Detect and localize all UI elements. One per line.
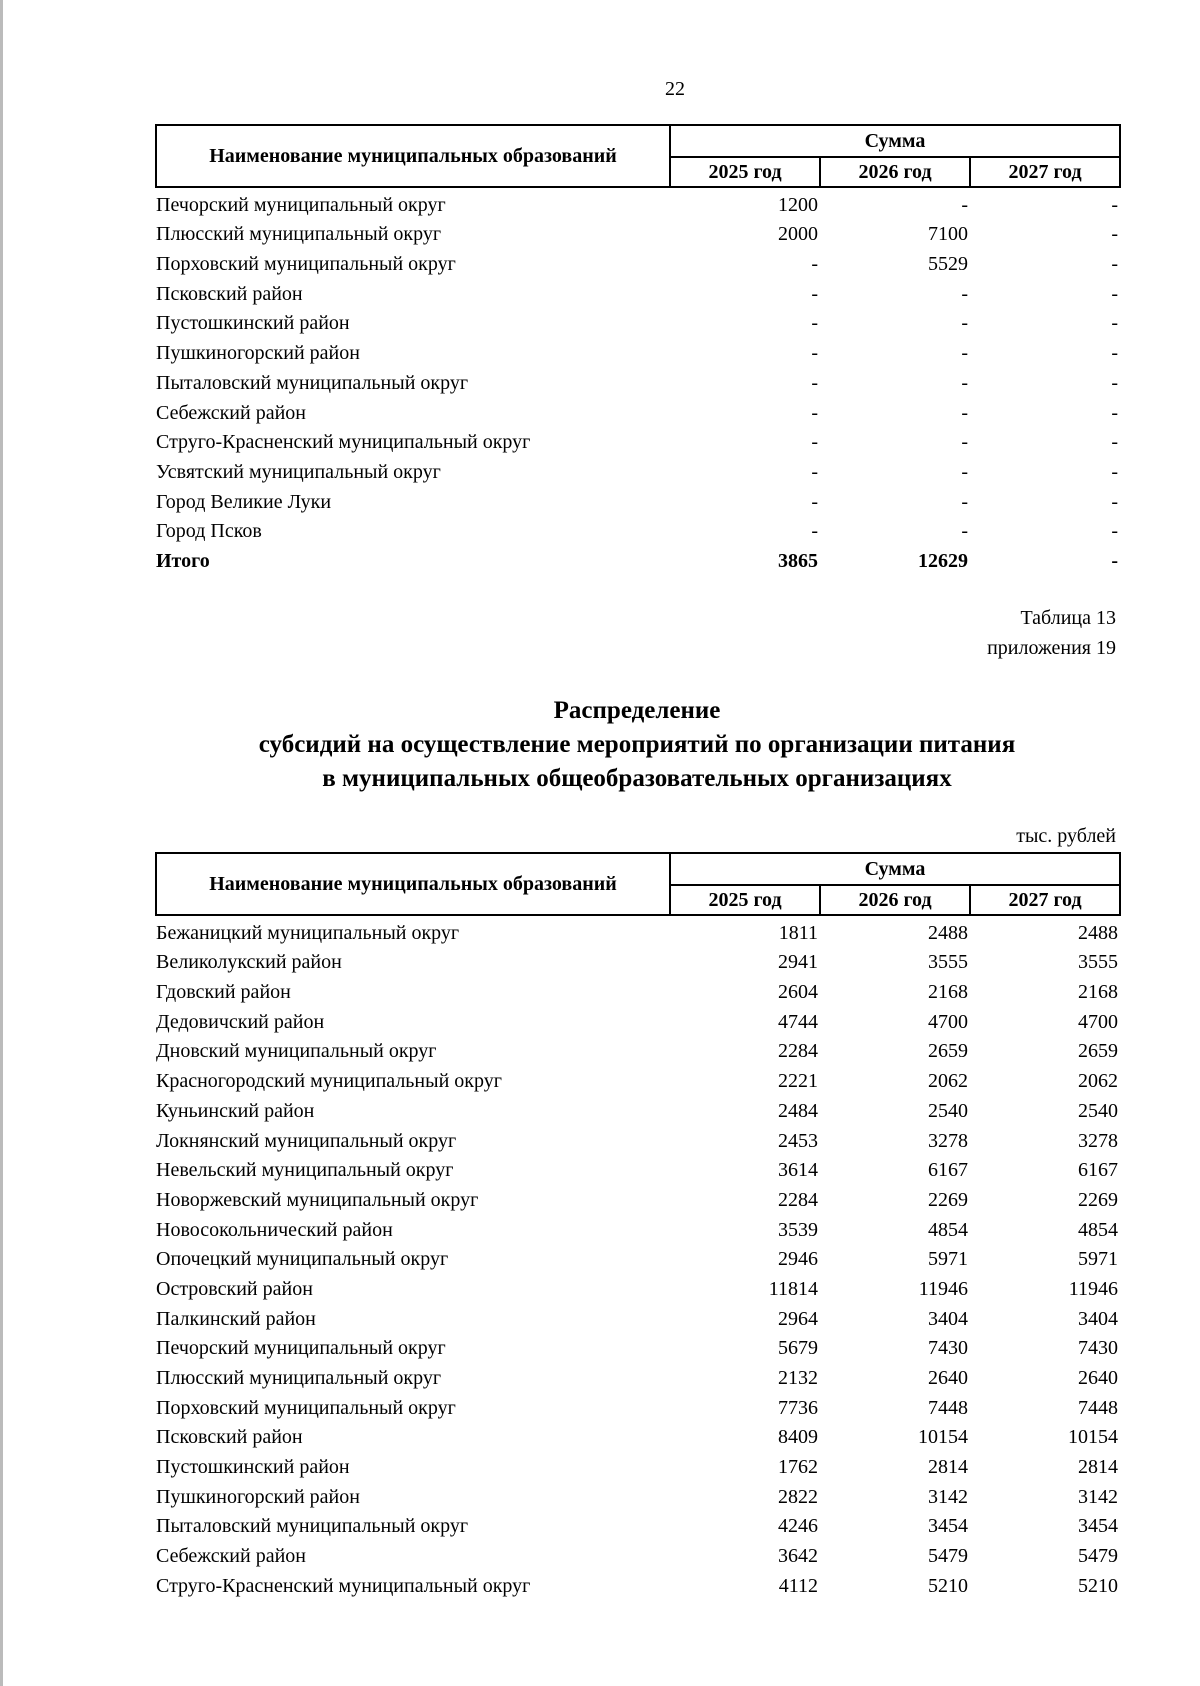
- value-2027: -: [1111, 342, 1119, 365]
- table-row: [156, 1183, 1120, 1213]
- value-2027: 5210: [1078, 1574, 1119, 1597]
- row-name: Локнянский муниципальный округ: [156, 1129, 457, 1152]
- table-row: [156, 1510, 1120, 1540]
- table-2-header-name: Наименование муниципальных образований: [156, 853, 670, 915]
- value-2025: 8409: [778, 1426, 818, 1449]
- value-2027: -: [1111, 401, 1119, 424]
- value-2025: 2941: [778, 951, 818, 974]
- row-name: Пыталовский муниципальный округ: [156, 1515, 469, 1538]
- value-2027: 7430: [1078, 1337, 1119, 1360]
- table-row: [156, 1391, 1120, 1421]
- value-2027: 3404: [1078, 1307, 1119, 1330]
- value-2026: 7430: [928, 1337, 968, 1360]
- table-1-body: [156, 187, 1120, 574]
- value-2025: 7736: [778, 1396, 818, 1419]
- value-2027: 7448: [1078, 1396, 1119, 1419]
- row-name: Плюсский муниципальный округ: [156, 223, 442, 246]
- value-2025: 3539: [778, 1218, 818, 1241]
- value-2027: 2269: [1078, 1188, 1119, 1211]
- value-2027: 2640: [1078, 1367, 1119, 1389]
- table-2-header: [156, 853, 1120, 915]
- value-2027: 11946: [1068, 1277, 1119, 1300]
- table-1-header-2025: 2025 год: [670, 157, 820, 187]
- value-2026: 2814: [928, 1456, 968, 1479]
- value-2025: 3865: [778, 549, 818, 572]
- value-2025: 4112: [778, 1574, 818, 1597]
- value-2026: -: [961, 460, 968, 483]
- row-name: Себежский район: [156, 1545, 306, 1568]
- table-row: [156, 218, 1120, 248]
- row-name: Бежаницкий муниципальный округ: [156, 921, 460, 944]
- value-2025: 2946: [778, 1248, 818, 1271]
- row-name: Пустошкинский район: [156, 1456, 350, 1479]
- value-2025: -: [811, 460, 818, 483]
- row-name: Псковский район: [156, 282, 303, 305]
- row-name: Порховский муниципальный округ: [156, 1396, 456, 1419]
- total-row: [156, 544, 1120, 574]
- value-2025: -: [811, 342, 818, 365]
- value-2027: 2814: [1078, 1456, 1119, 1479]
- table-row: [156, 187, 1120, 218]
- value-2026: -: [961, 401, 968, 424]
- row-name: Псковский район: [156, 1426, 303, 1449]
- row-name: Новосокольнический район: [156, 1218, 393, 1241]
- value-2026: 4854: [928, 1218, 968, 1241]
- value-2025: 5679: [778, 1337, 818, 1360]
- table-2-header-2025: 2025 год: [670, 885, 820, 915]
- table-row: [156, 1569, 1120, 1599]
- value-2025: 2604: [778, 981, 818, 1004]
- value-2027: 3278: [1078, 1129, 1119, 1152]
- value-2027: 2168: [1078, 981, 1119, 1004]
- table-row: [156, 455, 1120, 485]
- value-2025: -: [811, 253, 818, 276]
- table-row: [156, 1213, 1120, 1243]
- value-2027: 4700: [1078, 1010, 1119, 1033]
- row-name: Дедовичский район: [156, 1010, 325, 1033]
- value-2025: -: [811, 431, 818, 454]
- value-2027: -: [1111, 460, 1119, 483]
- value-2026: 11946: [918, 1277, 968, 1300]
- value-2026: 2269: [928, 1188, 968, 1211]
- value-2027: -: [1111, 312, 1119, 335]
- value-2027: 2488: [1078, 921, 1119, 944]
- value-2027: -: [1111, 282, 1119, 305]
- value-2025: 1762: [778, 1456, 818, 1479]
- value-2027: -: [1111, 490, 1119, 513]
- table-row: [156, 1094, 1120, 1124]
- scan-edge: [0, 0, 3, 1686]
- value-2027: -: [1111, 549, 1119, 572]
- row-name: Пушкиногорский район: [156, 1485, 360, 1508]
- row-name: Усвятский муниципальный округ: [156, 460, 441, 483]
- row-name: Невельский муниципальный округ: [156, 1159, 454, 1182]
- value-2025: 2822: [778, 1485, 818, 1508]
- table-row: [156, 1450, 1120, 1480]
- value-2025: 2000: [778, 223, 818, 246]
- value-2026: -: [961, 342, 968, 365]
- value-2025: 2484: [778, 1099, 818, 1122]
- value-2026: 6167: [928, 1159, 968, 1182]
- value-2027: -: [1111, 371, 1119, 394]
- value-2025: 2284: [778, 1040, 818, 1063]
- value-2025: 4744: [778, 1010, 818, 1033]
- row-name: Палкинский район: [156, 1307, 316, 1330]
- row-name: Опочецкий муниципальный округ: [156, 1248, 449, 1271]
- value-2026: -: [961, 282, 968, 305]
- value-2026: 2640: [928, 1367, 968, 1389]
- row-name: Гдовский район: [156, 981, 291, 1004]
- value-2027: 5971: [1078, 1248, 1119, 1271]
- value-2025: 2453: [778, 1129, 818, 1152]
- value-2027: 5479: [1078, 1545, 1119, 1568]
- value-2027: 6167: [1078, 1159, 1119, 1182]
- value-2026: 2062: [928, 1070, 968, 1093]
- value-2026: -: [961, 520, 968, 543]
- table-2-header-sum: Сумма: [670, 853, 1120, 885]
- value-2025: 3642: [778, 1545, 818, 1568]
- value-2026: -: [961, 490, 968, 513]
- value-2026: -: [961, 193, 968, 216]
- row-name: Итого: [156, 549, 210, 572]
- table-row: [156, 915, 1120, 946]
- row-name: Порховский муниципальный округ: [156, 253, 456, 276]
- table-number-label: Таблица 13: [1020, 607, 1116, 629]
- value-2026: 7100: [928, 223, 968, 246]
- table-1-header-sum: Сумма: [670, 125, 1120, 157]
- value-2026: -: [961, 371, 968, 394]
- table-1-header-2027: 2027 год: [970, 157, 1120, 187]
- row-name: Город Псков: [156, 520, 262, 543]
- table-2-body: [156, 915, 1120, 1599]
- value-2025: -: [811, 371, 818, 394]
- table-row: [156, 1421, 1120, 1451]
- value-2026: 2659: [928, 1040, 968, 1063]
- table-1-header: [156, 125, 1120, 187]
- table-1-header-2026: 2026 год: [820, 157, 970, 187]
- value-2026: 5971: [928, 1248, 968, 1271]
- value-2027: -: [1111, 520, 1119, 543]
- row-name: Печорский муниципальный округ: [156, 193, 446, 216]
- table-2: [155, 852, 1121, 1599]
- row-name: Пушкиногорский район: [156, 342, 360, 365]
- row-name: Великолукский район: [156, 951, 342, 974]
- document-title: [155, 694, 1119, 796]
- appendix-label: приложения 19: [987, 637, 1116, 659]
- table-row: [156, 975, 1120, 1005]
- value-2025: 2964: [778, 1307, 818, 1330]
- table-row: [156, 336, 1120, 366]
- value-2027: 3454: [1078, 1515, 1119, 1538]
- value-2026: 5210: [928, 1574, 968, 1597]
- value-2026: 3278: [928, 1129, 968, 1152]
- value-2025: -: [811, 282, 818, 305]
- value-2027: -: [1111, 253, 1119, 276]
- value-2025: 11814: [768, 1277, 818, 1300]
- title-line-1: Распределение: [553, 697, 721, 724]
- value-2026: -: [961, 312, 968, 335]
- value-2027: -: [1111, 431, 1119, 454]
- value-2026: 4700: [928, 1010, 968, 1033]
- value-2026: 2168: [928, 981, 968, 1004]
- title-line-3: в муниципальных общеобразовательных организациях: [322, 765, 952, 792]
- value-2027: -: [1111, 193, 1119, 216]
- row-name: Пыталовский муниципальный округ: [156, 371, 469, 394]
- row-name: Новоржевский муниципальный округ: [156, 1188, 479, 1211]
- value-2026: 5529: [928, 253, 968, 276]
- value-2026: 2540: [928, 1099, 968, 1122]
- row-name: Пустошкинский район: [156, 312, 350, 335]
- value-2026: 3454: [928, 1515, 968, 1538]
- value-2026: 12629: [918, 549, 968, 572]
- value-2026: 7448: [928, 1396, 968, 1419]
- value-2025: 1200: [778, 193, 818, 216]
- value-2025: 2284: [778, 1188, 818, 1211]
- value-2027: 2540: [1078, 1099, 1119, 1122]
- table-row: [156, 426, 1120, 456]
- value-2027: 2659: [1078, 1040, 1119, 1063]
- table-row: [156, 366, 1120, 396]
- row-name: Плюсский муниципальный округ: [156, 1367, 442, 1389]
- table-1: [155, 124, 1121, 574]
- table-row: [156, 1302, 1120, 1332]
- table-row: [156, 1154, 1120, 1184]
- value-2025: 3614: [778, 1159, 818, 1182]
- table-row: [156, 277, 1120, 307]
- value-2026: 3404: [928, 1307, 968, 1330]
- title-line-2: субсидий на осуществление мероприятий по организации питания: [258, 731, 1016, 758]
- units-label: тыс. рублей: [1016, 825, 1116, 847]
- table-2-header-2026: 2026 год: [820, 885, 970, 915]
- table-1-header-name: Наименование муниципальных образований: [156, 125, 670, 187]
- table-row: [156, 1332, 1120, 1362]
- value-2027: 4854: [1078, 1218, 1119, 1241]
- value-2025: 2221: [778, 1070, 818, 1093]
- table-row: [156, 1064, 1120, 1094]
- value-2027: -: [1111, 223, 1119, 246]
- value-2026: 3555: [928, 951, 968, 974]
- value-2025: -: [811, 312, 818, 335]
- table-row: [156, 1539, 1120, 1569]
- row-name: Струго-Красненский муниципальный округ: [156, 1574, 531, 1597]
- table-row: [156, 1005, 1120, 1035]
- table-row: [156, 307, 1120, 337]
- row-name: Куньинский район: [156, 1099, 315, 1122]
- value-2025: -: [811, 490, 818, 513]
- table-row: [156, 247, 1120, 277]
- value-2025: 4246: [778, 1515, 818, 1538]
- value-2025: 2132: [778, 1367, 818, 1389]
- table-row: [156, 1243, 1120, 1273]
- table-row: [156, 485, 1120, 515]
- value-2026: -: [961, 431, 968, 454]
- table-row: [156, 946, 1120, 976]
- table-row: [156, 1124, 1120, 1154]
- value-2027: 2062: [1078, 1070, 1119, 1093]
- row-name: Себежский район: [156, 401, 306, 424]
- table-row: [156, 1035, 1120, 1065]
- table-row: [156, 1361, 1120, 1391]
- value-2027: 3555: [1078, 951, 1119, 974]
- table-row: [156, 1272, 1120, 1302]
- row-name: Струго-Красненский муниципальный округ: [156, 431, 531, 454]
- table-row: [156, 396, 1120, 426]
- value-2025: -: [811, 520, 818, 543]
- row-name: Город Великие Луки: [156, 490, 332, 513]
- value-2027: 10154: [1068, 1426, 1119, 1449]
- value-2026: 3142: [928, 1485, 968, 1508]
- value-2026: 2488: [928, 921, 968, 944]
- table-2-header-2027: 2027 год: [970, 885, 1120, 915]
- table-row: [156, 1480, 1120, 1510]
- row-name: Красногородский муниципальный округ: [156, 1070, 502, 1093]
- value-2025: 1811: [778, 921, 818, 944]
- page-number: 22: [665, 78, 685, 100]
- value-2026: 10154: [918, 1426, 968, 1449]
- value-2027: 3142: [1078, 1485, 1119, 1508]
- row-name: Островский район: [156, 1277, 313, 1300]
- row-name: Печорский муниципальный округ: [156, 1337, 446, 1360]
- value-2025: -: [811, 401, 818, 424]
- row-name: Дновский муниципальный округ: [156, 1040, 437, 1063]
- value-2026: 5479: [928, 1545, 968, 1568]
- table-row: [156, 515, 1120, 545]
